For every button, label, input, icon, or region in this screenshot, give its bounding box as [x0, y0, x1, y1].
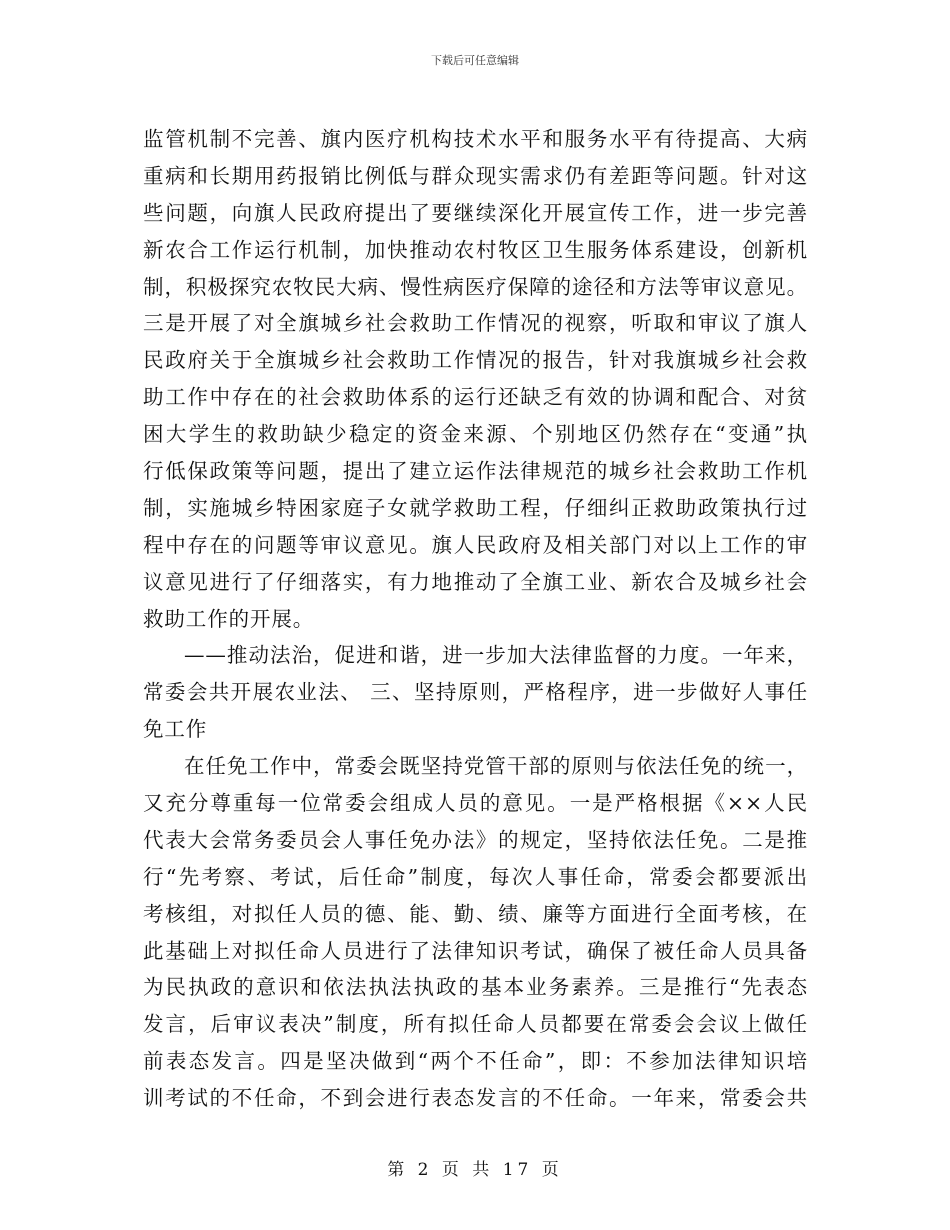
text-line: 此基础上对拟任命人员进行了法律知识考试，确保了被任命人员具备	[143, 938, 808, 963]
text-line: 程中存在的问题等审议意见。旗人民政府及相关部门对以上工作的审	[143, 532, 808, 557]
text-line: 常委会共开展农业法、 三、坚持原则，严格程序，进一步做好人事任	[143, 680, 808, 705]
text-line: 助工作中存在的社会救助体系的运行还缺乏有效的协调和配合、对贫	[143, 385, 808, 410]
text-line: 又充分尊重每一位常委会组成人员的意见。一是严格根据《××人民	[143, 791, 808, 816]
text-line: 三是开展了对全旗城乡社会救助工作情况的视察，听取和审议了旗人	[143, 311, 808, 336]
text-line: 重病和长期用药报销比例低与群众现实需求仍有差距等问题。针对这	[143, 163, 808, 188]
text-line: 制，积极探究农牧民大病、慢性病医疗保障的途径和方法等审议意见。	[143, 274, 808, 299]
text-line: ——推动法治，促进和谐，进一步加大法律监督的力度。一年来，	[184, 643, 808, 668]
document-body	[143, 121, 808, 1117]
text-line: 些问题，向旗人民政府提出了要继续深化开展宣传工作，进一步完善	[143, 200, 808, 225]
text-line: 为民执政的意识和依法执法执政的基本业务素养。三是推行“先表态	[143, 975, 808, 1000]
text-line: 前表态发言。四是坚决做到“两个不任命”，即：不参加法律知识培	[143, 1049, 808, 1074]
text-line: 救助工作的开展。	[143, 606, 315, 631]
text-line: 行低保政策等问题，提出了建立运作法律规范的城乡社会救助工作机	[143, 459, 808, 484]
text-line: 制，实施城乡特困家庭子女就学救助工程，仔细纠正救助政策执行过	[143, 495, 808, 520]
text-line: 代表大会常务委员会人事任免办法》的规定，坚持依法任免。二是推	[143, 827, 808, 852]
text-line: 困大学生的救助缺少稳定的资金来源、个别地区仍然存在“变通”执	[143, 422, 808, 447]
text-line: 在任免工作中，常委会既坚持党管干部的原则与依法任免的统一，	[184, 754, 808, 779]
text-line: 发言，后审议表决”制度，所有拟任命人员都要在常委会会议上做任	[143, 1012, 808, 1037]
text-line: 新农合工作运行机制，加快推动农村牧区卫生服务体系建设，创新机	[143, 237, 808, 262]
page-header: 下载后可任意编辑	[431, 54, 519, 67]
page-number: 第 2 页 共 17 页	[387, 1160, 563, 1180]
text-line: 监管机制不完善、旗内医疗机构技术水平和服务水平有待提高、大病	[143, 127, 808, 151]
text-line: 训考试的不任命，不到会进行表态发言的不任命。一年来，常委会共	[143, 1086, 808, 1111]
text-line: 免工作	[143, 717, 208, 742]
text-line: 考核组，对拟任人员的德、能、勤、绩、廉等方面进行全面考核，在	[143, 901, 808, 926]
text-line: 议意见进行了仔细落实，有力地推动了全旗工业、新农合及城乡社会	[143, 569, 808, 594]
text-line: 民政府关于全旗城乡社会救助工作情况的报告，针对我旗城乡社会救	[143, 348, 808, 373]
text-line: 行“先考察、考试，后任命”制度，每次人事任命，常委会都要派出	[143, 864, 808, 889]
